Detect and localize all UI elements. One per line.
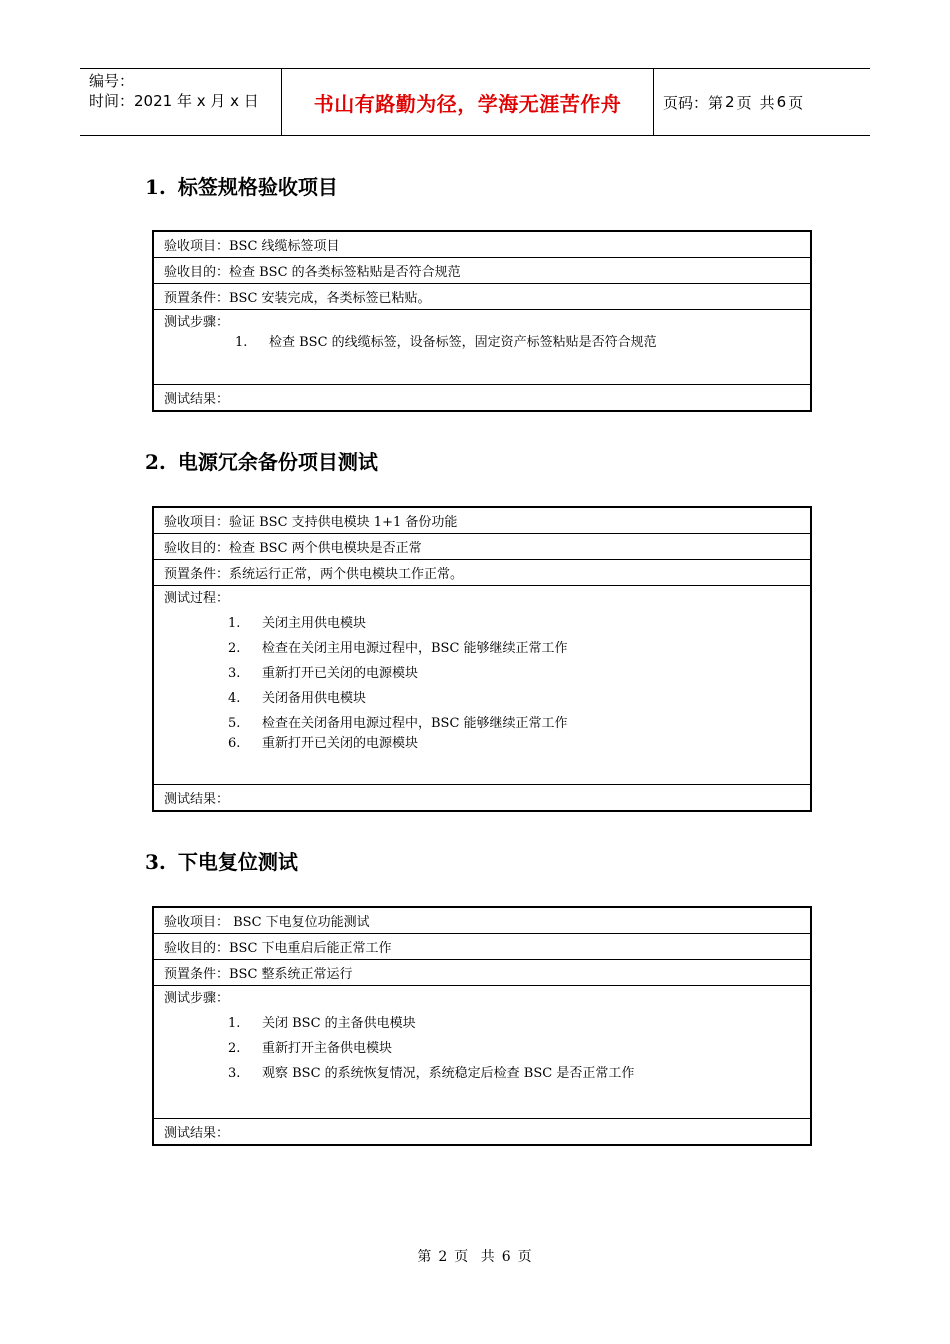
page-suffix: 页 (788, 93, 804, 112)
steps-label: 测试步骤： (164, 315, 230, 330)
time-value: 2021 年 x 月 x 日 (134, 92, 259, 110)
table-row: 预置条件：BSC 安装完成，各类标签已粘贴。 (153, 284, 811, 310)
result-cell: 测试结果： (153, 385, 811, 412)
list-item: 6. 重新打开已关闭的电源模块 (228, 736, 419, 751)
steps-label: 测试步骤： (164, 991, 230, 1006)
step-list (164, 1011, 810, 1086)
footer-mid: 页 (454, 1249, 470, 1265)
header-page-number (654, 69, 870, 135)
section-title-2 (145, 446, 378, 475)
page-total: 6 (776, 93, 787, 111)
steps-cell (153, 310, 811, 385)
list-item: 5. 检查在关闭备用电源过程中，BSC 能够继续正常工作 (228, 716, 568, 731)
result-cell: 测试结果： (153, 1119, 811, 1146)
list-item: 3. 重新打开已关闭的电源模块 (228, 666, 419, 681)
footer-total: 6 (501, 1249, 512, 1265)
page-footer (0, 1246, 950, 1266)
section-title-text: 下电复位测试 (177, 850, 298, 874)
list-item: 1. 检查 BSC 的线缆标签，设备标签，固定资产标签粘贴是否符合规范 (235, 335, 657, 350)
footer-prefix: 第 (417, 1249, 433, 1265)
table-row: 验收项目：BSC 线缆标签项目 (153, 231, 811, 258)
steps-cell (153, 586, 811, 785)
list-item: 3. 观察 BSC 的系统恢复情况，系统稳定后检查 BSC 是否正常工作 (228, 1066, 635, 1081)
table-row: 验收目的：检查 BSC 两个供电模块是否正常 (153, 534, 811, 560)
list-item: 1. 关闭主用供电模块 (228, 616, 367, 631)
page-total-prefix: 共 (759, 93, 775, 112)
steps-cell (153, 986, 811, 1119)
spec-table-2 (152, 506, 812, 812)
time-label: 时间： (89, 92, 135, 110)
table-row: 预置条件：BSC 整系统正常运行 (153, 960, 811, 986)
section-title-text: 电源冗余备份项目测试 (177, 450, 378, 474)
header-slogan: 书山有路勤为径，学海无涯苦作舟 (282, 69, 654, 135)
page-current: 2 (725, 93, 735, 111)
section-title-3 (145, 846, 298, 875)
time-line (89, 91, 281, 111)
section-title-1 (145, 171, 338, 200)
section-number: 2. (145, 450, 166, 474)
table-row: 验收目的：检查 BSC 的各类标签粘贴是否符合规范 (153, 258, 811, 284)
header-meta (80, 69, 282, 135)
section-number: 1. (145, 175, 166, 199)
footer-current: 2 (438, 1249, 449, 1265)
page-mid: 页 (736, 93, 752, 112)
footer-suffix: 页 (517, 1249, 533, 1265)
section-number: 3. (145, 850, 166, 874)
page-header (80, 68, 870, 136)
list-item: 4. 关闭备用供电模块 (228, 691, 367, 706)
step-list (164, 332, 810, 354)
footer-total-prefix: 共 (480, 1249, 496, 1265)
page-prefix: 页码：第 (663, 93, 724, 112)
table-row: 验收项目： BSC 下电复位功能测试 (153, 907, 811, 934)
steps-label: 测试过程： (164, 591, 230, 606)
table-row: 验收项目：验证 BSC 支持供电模块 1+1 备份功能 (153, 507, 811, 534)
code-label: 编号： (89, 72, 135, 90)
list-item: 2. 检查在关闭主用电源过程中，BSC 能够继续正常工作 (228, 641, 568, 656)
spec-table-3 (152, 906, 812, 1146)
spec-table-1 (152, 230, 812, 412)
list-item: 2. 重新打开主备供电模块 (228, 1041, 393, 1056)
table-row: 验收目的：BSC 下电重启后能正常工作 (153, 934, 811, 960)
table-row: 预置条件：系统运行正常，两个供电模块工作正常。 (153, 560, 811, 586)
step-list (164, 611, 810, 752)
section-title-text: 标签规格验收项目 (177, 175, 338, 199)
list-item: 1. 关闭 BSC 的主备供电模块 (228, 1016, 416, 1031)
result-cell: 测试结果： (153, 785, 811, 812)
